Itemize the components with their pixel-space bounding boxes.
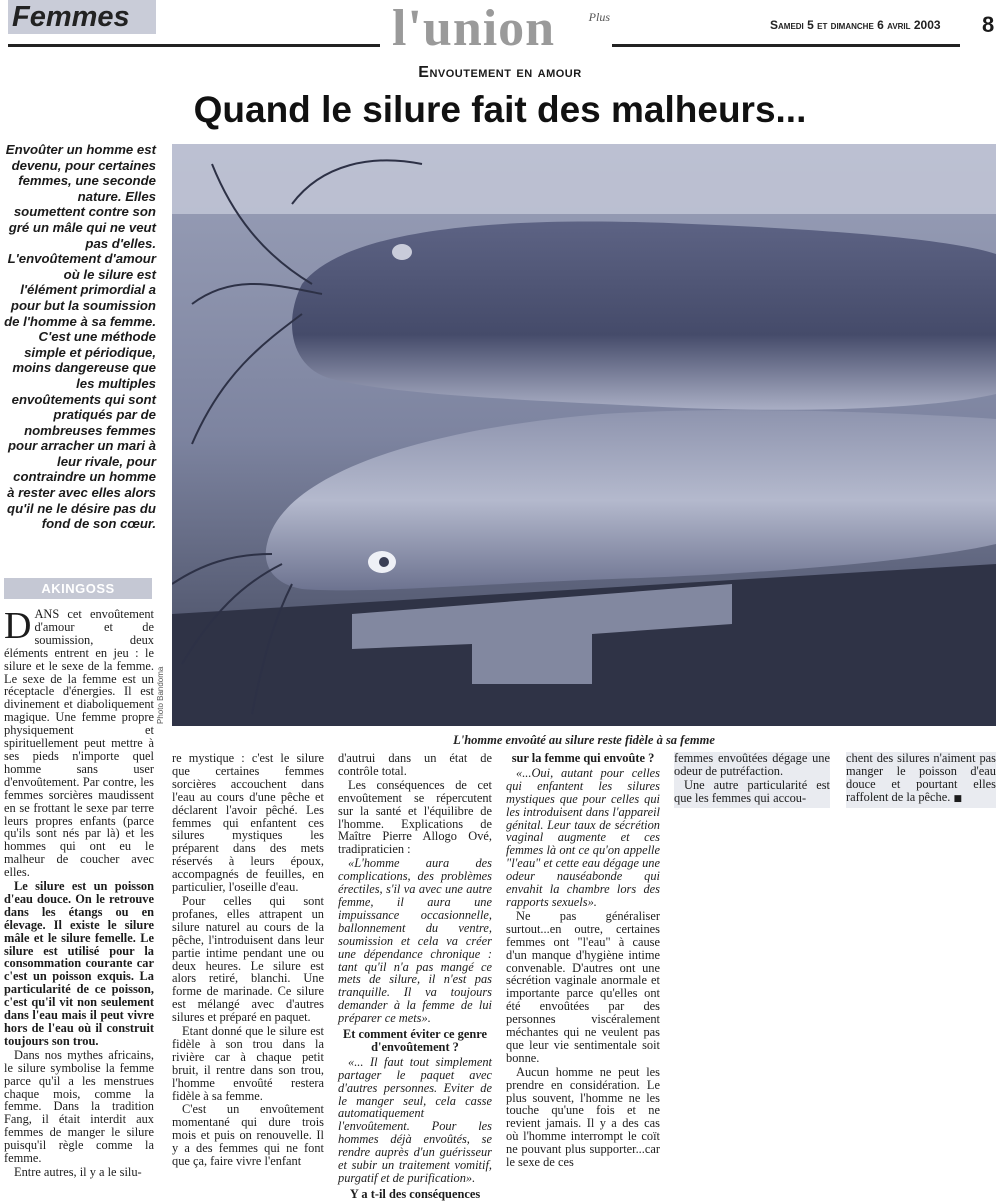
paragraph: Etant donné que le silure est fidèle à son trou dans la rivière car à chaque petit bruit, il rentre dans son trou, l'homme envoûté restera fidèle à sa femme. — [172, 1024, 324, 1103]
drop-cap: D — [4, 605, 32, 647]
paragraph: C'est un envoûtement momentané qui dure trois mois et puis on renouvelle. Il y a des femmes qui ne font que ça, faire vivre l'enfant — [172, 1102, 324, 1169]
end-mark-icon: ■ — [953, 793, 962, 804]
paragraph: chent des silures n'aiment pas manger le poisson d'eau douce et pourtant elles raffolent de la pêche. ■ — [846, 751, 996, 804]
column-6 — [846, 752, 996, 808]
paragraph: Les conséquences de cet envoûtement se répercutent sur la santé et l'équilibre de l'homme. Explications de Maître Pierre Allogo Ové, tradipraticien : — [338, 777, 492, 857]
catfish-photo-icon — [172, 144, 996, 726]
section-label: Femmes — [8, 0, 156, 34]
quote: «L'homme aura des complications, des problèmes érectiles, s'il va avec une autre femme, il aura une impuissance occasionnelle, ballonnement du ventre, soumission et cela va créer une dépendance chronique : tant qu'il n'a pas mangé ce mets de silure, il n'est pas tranquille. Il va toujours demander à la femme de lui préparer ce mets». — [338, 856, 492, 1026]
paragraph: Aucun homme ne peut les prendre en considération. Le plus souvent, l'homme ne les touche qu'une fois et ne revient jamais. Il y a des cas où l'homme interrompt le coït ne pouvant plus supporter...car le sexe de ces — [506, 1064, 660, 1170]
column-2 — [172, 752, 324, 1169]
column-4 — [506, 752, 660, 1170]
paragraph: Pour celles qui sont profanes, elles attrapent un silure naturel au cours de la pêche, l'introduisent dans leur partie intime pendant une ou deux heures. Le silure est alors retiré, blanchi. Une forme de marinade. Ce silure est mélangé avec d'autres silures et préparé en paquet. — [172, 893, 324, 1025]
paragraph: Ne pas généraliser surtout...en outre, certaines femmes ont "l'eau" à cause d'un manque d'hygiène intime convenable. D'autres ont une sécrétion vaginale anormale et importante parce qu'elles ont été envoûtées par des personnes viscéralement méchantes qui ne veulent pas que leur vie sentimentale soit bonne. — [506, 908, 660, 1065]
column-1 — [4, 605, 154, 1180]
subheading: Et comment éviter ce genre d'envoûtement ? — [342, 1027, 488, 1054]
paragraph: re mystique : c'est le silure que certaines femmes sorcières accouchent dans l'eau au cours d'une pêche et déclarent l'avoir pêché. Les femmes qui enfantent ces silures mystiques les préparent dans des mets réservés à leurs époux, accompagnés de feuilles, en particulier, l'oseille d'eau. — [172, 751, 324, 895]
photo-credit: Photo Bandoma — [156, 666, 165, 724]
quote: «...Oui, autant pour celles qui enfantent les silures mystiques que pour celles qui les introduisent dans l'appareil génital. Leur taux de sécrétion vaginal augmente et ces femmes là ont ce qu'on appelle "l'eau" et cette eau dégage une odeur nauséabonde qui envahit la chambre lors des rapports sexuels». — [506, 765, 660, 909]
paragraph: DANS cet envoûtement d'amour et de soumission, deux éléments entrent en jeu : le silure et le sexe de la femme. Le sexe de la femme est un réceptacle d'énergies. Il est divinement et diaboliquement magique. Une femme propre physiquement et spirituellement peut mettre à ses pieds n'importe quel homme sans user d'envoûtement. Par contre, les femmes sorcières maudissent en se frottant le sexe par terre leurs propres enfants (parce qu'ils sont nés par là) et les hommes qui ont eu le malheur de coucher avec elles. — [4, 605, 154, 880]
paragraph: femmes envoûtées dégage une odeur de putréfaction. — [674, 751, 830, 778]
byline: AKINGOSS — [4, 578, 152, 599]
article-kicker: Envoutement en amour — [418, 64, 582, 81]
subheading: Y a t-il des conséquences — [349, 1186, 481, 1201]
article-chapo: Envoûter un homme est devenu, pour certaines femmes, une seconde nature. Elles soumettent contre son gré un mâle qui ne veut pas d'elles. L'envoûtement d'amour où le silure est l'élément primordial a pour but la soumission de l'homme à sa femme. C'est une méthode simple et périodique, moins dangereuse que les multiples envoûtements qui sont pratiqués par de nombreuses femmes pour arracher un mari à leur rivale, pour contraindre un homme à rester avec elles alors qu'il ne le désire pas du fond de son cœur. — [4, 142, 156, 532]
column-5 — [674, 752, 830, 808]
article-photo — [172, 144, 996, 726]
paragraph: Le silure est un poisson d'eau douce. On le retrouve dans les étangs ou en élevage. Il existe le silure mâle et le silure femelle. Le silure est utilisé pour la consommation courante car c'est un poisson exquis. La particularité de ce poisson, c'est qu'il vit non seulement dans l'eau mais il peut vivre hors de l'eau où il construit toujours son trou. — [4, 879, 154, 1048]
header-rule-right — [612, 44, 960, 47]
column-3 — [338, 752, 492, 1203]
paragraph: d'autrui dans un état de contrôle total. — [338, 751, 492, 778]
quote: «... Il faut tout simplement partager le paquet avec d'autres personnes. Eviter de le manger seul, cela casse automatiquement l'envoûtement. Pour les hommes déjà envoûtés, se rendre auprès d'un guérisseur et subir un traitement vomitif, purgatif et de purification». — [338, 1054, 492, 1185]
paragraph: Dans nos mythes africains, le silure symbolise la femme parce qu'il a les menstrues chaque mois, comme la femme. Dans la tradition Fang, il était interdit aux femmes de manger le silure puisqu'il règle comme la femme. — [4, 1047, 154, 1166]
header-rule-left — [8, 44, 380, 47]
page-number: 8 — [982, 12, 995, 37]
paragraph: Une autre particularité est que les femmes qui accou- — [674, 777, 830, 805]
issue-date: Samedi 5 et dimanche 6 avril 2003 — [770, 18, 941, 32]
article-headline: Quand le silure fait des malheurs... — [193, 89, 807, 130]
masthead-title: l'union — [392, 0, 556, 57]
masthead-sub: Plus — [588, 10, 610, 24]
photo-caption: L'homme envoûté au silure reste fidèle à sa femme — [453, 733, 715, 747]
masthead — [392, 0, 610, 57]
paragraph: Entre autres, il y a le silu- — [14, 1164, 142, 1179]
subheading: sur la femme qui envoûte ? — [511, 751, 655, 765]
